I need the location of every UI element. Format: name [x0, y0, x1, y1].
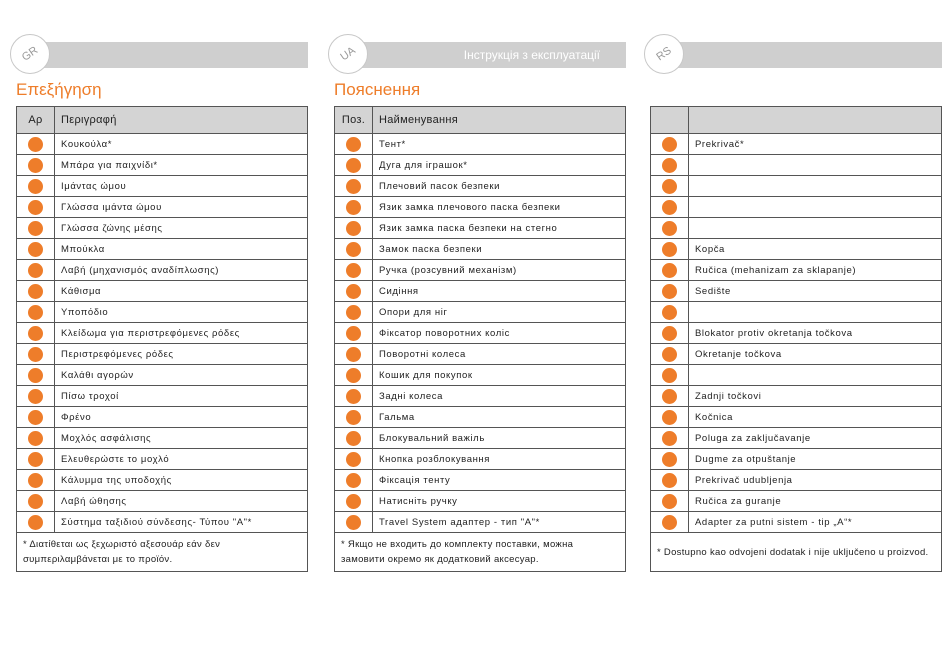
orange-dot-icon: [28, 473, 43, 488]
part-description: Γλώσσα ζώνης μέσης: [55, 218, 308, 239]
header-bar: [334, 42, 626, 68]
part-description: Язик замка паска безпеки на стегно: [373, 218, 626, 239]
item-marker-cell: [17, 323, 55, 344]
table-row: [17, 197, 308, 218]
item-marker-cell: [651, 134, 689, 155]
part-description: Περιστρεφόμενες ρόδες: [55, 344, 308, 365]
item-marker-cell: [335, 344, 373, 365]
section-title: Επεξήγηση: [16, 80, 102, 99]
part-description: [689, 365, 942, 386]
item-marker-cell: [651, 323, 689, 344]
part-description: Язик замка плечового паска безпеки: [373, 197, 626, 218]
table-row: [335, 197, 626, 218]
table-header-row: [651, 107, 942, 134]
part-description: Сидіння: [373, 281, 626, 302]
part-description: Фіксатор поворотних коліс: [373, 323, 626, 344]
table-row: [335, 407, 626, 428]
item-marker-cell: [17, 239, 55, 260]
part-description: Πίσω τροχοί: [55, 386, 308, 407]
part-description: Ručica (mehanizam za sklapanje): [689, 260, 942, 281]
orange-dot-icon: [662, 242, 677, 257]
item-marker-cell: [335, 281, 373, 302]
table-row: [17, 302, 308, 323]
table-row: [335, 281, 626, 302]
part-description: Σύστημα ταξιδιού σύνδεσης- Τύπου "A"*: [55, 512, 308, 533]
orange-dot-icon: [28, 368, 43, 383]
part-description: Ελευθερώστε το μοχλό: [55, 449, 308, 470]
part-description: Λαβή ώθησης: [55, 491, 308, 512]
header-bar: [650, 42, 942, 68]
part-description: Кнопка розблокування: [373, 449, 626, 470]
item-marker-cell: [17, 365, 55, 386]
part-description: Ιμάντας ώμου: [55, 176, 308, 197]
orange-dot-icon: [28, 137, 43, 152]
orange-dot-icon: [346, 326, 361, 341]
table-row: [17, 512, 308, 533]
orange-dot-icon: [662, 452, 677, 467]
language-badge: RS: [644, 34, 684, 74]
part-description: Υποπόδιο: [55, 302, 308, 323]
orange-dot-icon: [346, 515, 361, 530]
orange-dot-icon: [662, 347, 677, 362]
item-marker-cell: [335, 197, 373, 218]
orange-dot-icon: [662, 473, 677, 488]
part-description: Фіксація тенту: [373, 470, 626, 491]
orange-dot-icon: [28, 179, 43, 194]
orange-dot-icon: [346, 263, 361, 278]
item-marker-cell: [651, 386, 689, 407]
part-description: Поворотні колеса: [373, 344, 626, 365]
table-row: [17, 218, 308, 239]
table-row: [17, 176, 308, 197]
table-row: [17, 239, 308, 260]
orange-dot-icon: [662, 410, 677, 425]
table-row: [335, 239, 626, 260]
table-row: [17, 344, 308, 365]
item-marker-cell: [17, 428, 55, 449]
item-marker-cell: [17, 260, 55, 281]
orange-dot-icon: [28, 515, 43, 530]
part-description: Λαβή (μηχανισμός αναδίπλωσης): [55, 260, 308, 281]
table-row: [17, 365, 308, 386]
item-marker-cell: [651, 155, 689, 176]
description-column-header: Περιγραφή: [55, 107, 308, 134]
item-marker-cell: [335, 239, 373, 260]
part-description: Тент*: [373, 134, 626, 155]
item-marker-cell: [335, 491, 373, 512]
item-marker-cell: [335, 176, 373, 197]
orange-dot-icon: [346, 347, 361, 362]
item-marker-cell: [651, 449, 689, 470]
item-marker-cell: [651, 365, 689, 386]
item-marker-cell: [335, 449, 373, 470]
orange-dot-icon: [346, 410, 361, 425]
part-description: Замок паска безпеки: [373, 239, 626, 260]
table-row: [651, 344, 942, 365]
orange-dot-icon: [346, 431, 361, 446]
orange-dot-icon: [662, 221, 677, 236]
item-marker-cell: [17, 386, 55, 407]
orange-dot-icon: [662, 200, 677, 215]
table-row: [651, 407, 942, 428]
table-row: [335, 218, 626, 239]
orange-dot-icon: [346, 473, 361, 488]
orange-dot-icon: [662, 494, 677, 509]
part-description: [689, 218, 942, 239]
table-row: [335, 491, 626, 512]
orange-dot-icon: [346, 368, 361, 383]
footnote-row: [17, 533, 308, 572]
part-description: Κλείδωμα για περιστρεφόμενες ρόδες: [55, 323, 308, 344]
item-marker-cell: [17, 491, 55, 512]
footnote: * Διατίθεται ως ξεχωριστό αξεσουάρ εάν δεν συμπεριλαμβάνεται με το προϊόν.: [17, 533, 308, 572]
item-marker-cell: [651, 281, 689, 302]
orange-dot-icon: [28, 284, 43, 299]
part-description: Prekrivač*: [689, 134, 942, 155]
orange-dot-icon: [346, 221, 361, 236]
column-ua: [334, 42, 626, 565]
table-row: [17, 155, 308, 176]
table-header-row: [17, 107, 308, 134]
table-row: [17, 470, 308, 491]
orange-dot-icon: [662, 305, 677, 320]
item-marker-cell: [17, 512, 55, 533]
table-row: [335, 155, 626, 176]
table-row: [651, 281, 942, 302]
part-description: Κουκούλα*: [55, 134, 308, 155]
table-row: [17, 491, 308, 512]
table-row: [335, 302, 626, 323]
item-marker-cell: [17, 407, 55, 428]
table-row: [651, 512, 942, 533]
item-marker-cell: [335, 512, 373, 533]
part-description: Плечовий пасок безпеки: [373, 176, 626, 197]
table-row: [335, 386, 626, 407]
table-row: [651, 302, 942, 323]
orange-dot-icon: [662, 284, 677, 299]
table-row: [651, 386, 942, 407]
orange-dot-icon: [28, 452, 43, 467]
item-marker-cell: [651, 218, 689, 239]
item-marker-cell: [651, 176, 689, 197]
part-description: Zadnji točkovi: [689, 386, 942, 407]
part-description: Travel System адаптер - тип "A"*: [373, 512, 626, 533]
orange-dot-icon: [662, 389, 677, 404]
item-marker-cell: [335, 302, 373, 323]
table-row: [651, 470, 942, 491]
part-description: Blokator protiv okretanja točkova: [689, 323, 942, 344]
table-row: [17, 449, 308, 470]
table-row: [651, 449, 942, 470]
part-description: Kočnica: [689, 407, 942, 428]
part-description: Poluga za zaključavanje: [689, 428, 942, 449]
table-row: [17, 323, 308, 344]
column-rs: [650, 42, 942, 558]
table-row: [335, 365, 626, 386]
part-description: Гальма: [373, 407, 626, 428]
part-description: Okretanje točkova: [689, 344, 942, 365]
orange-dot-icon: [662, 179, 677, 194]
orange-dot-icon: [346, 284, 361, 299]
table-row: [651, 491, 942, 512]
number-column-header: Αρ: [17, 107, 55, 134]
table-row: [651, 176, 942, 197]
part-description: Γλώσσα ιμάντα ώμου: [55, 197, 308, 218]
parts-table: [16, 106, 308, 572]
description-column-header: [689, 107, 942, 134]
item-marker-cell: [335, 365, 373, 386]
item-marker-cell: [335, 470, 373, 491]
orange-dot-icon: [346, 158, 361, 173]
column-gr: [16, 42, 308, 565]
orange-dot-icon: [662, 137, 677, 152]
orange-dot-icon: [346, 389, 361, 404]
item-marker-cell: [335, 218, 373, 239]
header-bar-title: Інструкція з експлуатації: [463, 48, 600, 62]
orange-dot-icon: [662, 431, 677, 446]
table-row: [17, 134, 308, 155]
table-row: [335, 428, 626, 449]
table-row: [335, 134, 626, 155]
part-description: Κάθισμα: [55, 281, 308, 302]
item-marker-cell: [651, 428, 689, 449]
table-row: [335, 512, 626, 533]
table-row: [651, 134, 942, 155]
part-description: Μοχλός ασφάλισης: [55, 428, 308, 449]
part-description: Блокувальний важіль: [373, 428, 626, 449]
item-marker-cell: [651, 491, 689, 512]
table-row: [17, 281, 308, 302]
item-marker-cell: [651, 239, 689, 260]
part-description: Опори для ніг: [373, 302, 626, 323]
footnote: * Dostupno kao odvojeni dodatak i nije uključeno u proizvod.: [651, 533, 942, 572]
table-row: [651, 323, 942, 344]
item-marker-cell: [17, 470, 55, 491]
language-badge: UA: [328, 34, 368, 74]
part-description: [689, 302, 942, 323]
table-row: [17, 428, 308, 449]
orange-dot-icon: [28, 242, 43, 257]
item-marker-cell: [651, 344, 689, 365]
orange-dot-icon: [28, 200, 43, 215]
item-marker-cell: [651, 260, 689, 281]
number-column-header: [651, 107, 689, 134]
table-row: [335, 176, 626, 197]
language-badge: GR: [10, 34, 50, 74]
orange-dot-icon: [28, 410, 43, 425]
part-description: Kopča: [689, 239, 942, 260]
item-marker-cell: [17, 155, 55, 176]
table-row: [17, 407, 308, 428]
item-marker-cell: [17, 281, 55, 302]
item-marker-cell: [651, 197, 689, 218]
item-marker-cell: [17, 344, 55, 365]
part-description: Задні колеса: [373, 386, 626, 407]
item-marker-cell: [17, 197, 55, 218]
part-description: Ručica za guranje: [689, 491, 942, 512]
part-description: Sedište: [689, 281, 942, 302]
orange-dot-icon: [346, 494, 361, 509]
table-row: [651, 155, 942, 176]
orange-dot-icon: [346, 179, 361, 194]
table-row: [651, 239, 942, 260]
orange-dot-icon: [346, 137, 361, 152]
part-description: Кошик для покупок: [373, 365, 626, 386]
number-column-header: Поз.: [335, 107, 373, 134]
item-marker-cell: [17, 134, 55, 155]
table-row: [651, 260, 942, 281]
orange-dot-icon: [28, 263, 43, 278]
description-column-header: Найменування: [373, 107, 626, 134]
orange-dot-icon: [28, 326, 43, 341]
parts-table: [334, 106, 626, 572]
part-description: [689, 197, 942, 218]
item-marker-cell: [651, 302, 689, 323]
part-description: Μπούκλα: [55, 239, 308, 260]
part-description: Κάλυμμα της υποδοχής: [55, 470, 308, 491]
table-row: [335, 344, 626, 365]
part-description: Adapter za putni sistem - tip „A“*: [689, 512, 942, 533]
part-description: Φρένο: [55, 407, 308, 428]
orange-dot-icon: [346, 305, 361, 320]
table-row: [651, 428, 942, 449]
table-row: [651, 197, 942, 218]
parts-table: [650, 106, 942, 572]
footnote: * Якщо не входить до комплекту поставки, можна замовити окремо як додатковий аксесуар.: [335, 533, 626, 572]
orange-dot-icon: [346, 452, 361, 467]
part-description: Ручка (розсувний механізм): [373, 260, 626, 281]
table-row: [651, 365, 942, 386]
item-marker-cell: [651, 512, 689, 533]
part-description: Καλάθι αγορών: [55, 365, 308, 386]
orange-dot-icon: [662, 263, 677, 278]
item-marker-cell: [335, 155, 373, 176]
orange-dot-icon: [28, 347, 43, 362]
item-marker-cell: [335, 407, 373, 428]
item-marker-cell: [335, 428, 373, 449]
orange-dot-icon: [346, 200, 361, 215]
table-row: [651, 218, 942, 239]
item-marker-cell: [335, 134, 373, 155]
table-row: [17, 386, 308, 407]
table-row: [335, 470, 626, 491]
item-marker-cell: [335, 260, 373, 281]
orange-dot-icon: [28, 389, 43, 404]
item-marker-cell: [651, 470, 689, 491]
table-row: [335, 449, 626, 470]
part-description: Dugme za otpuštanje: [689, 449, 942, 470]
part-description: Натисніть ручку: [373, 491, 626, 512]
orange-dot-icon: [28, 305, 43, 320]
item-marker-cell: [17, 176, 55, 197]
footnote-row: [335, 533, 626, 572]
table-row: [335, 260, 626, 281]
orange-dot-icon: [662, 158, 677, 173]
orange-dot-icon: [28, 158, 43, 173]
orange-dot-icon: [28, 494, 43, 509]
orange-dot-icon: [662, 515, 677, 530]
section-title: Пояснення: [334, 80, 421, 99]
table-row: [17, 260, 308, 281]
orange-dot-icon: [28, 221, 43, 236]
table-row: [335, 323, 626, 344]
part-description: [689, 155, 942, 176]
table-header-row: [335, 107, 626, 134]
orange-dot-icon: [346, 242, 361, 257]
part-description: Prekrivač udubljenja: [689, 470, 942, 491]
item-marker-cell: [17, 218, 55, 239]
item-marker-cell: [335, 386, 373, 407]
item-marker-cell: [335, 323, 373, 344]
item-marker-cell: [651, 407, 689, 428]
item-marker-cell: [17, 302, 55, 323]
part-description: Дуга для іграшок*: [373, 155, 626, 176]
orange-dot-icon: [662, 368, 677, 383]
part-description: Μπάρα για παιχνίδι*: [55, 155, 308, 176]
orange-dot-icon: [662, 326, 677, 341]
orange-dot-icon: [28, 431, 43, 446]
footnote-row: [651, 533, 942, 572]
item-marker-cell: [17, 449, 55, 470]
header-bar: [16, 42, 308, 68]
part-description: [689, 176, 942, 197]
